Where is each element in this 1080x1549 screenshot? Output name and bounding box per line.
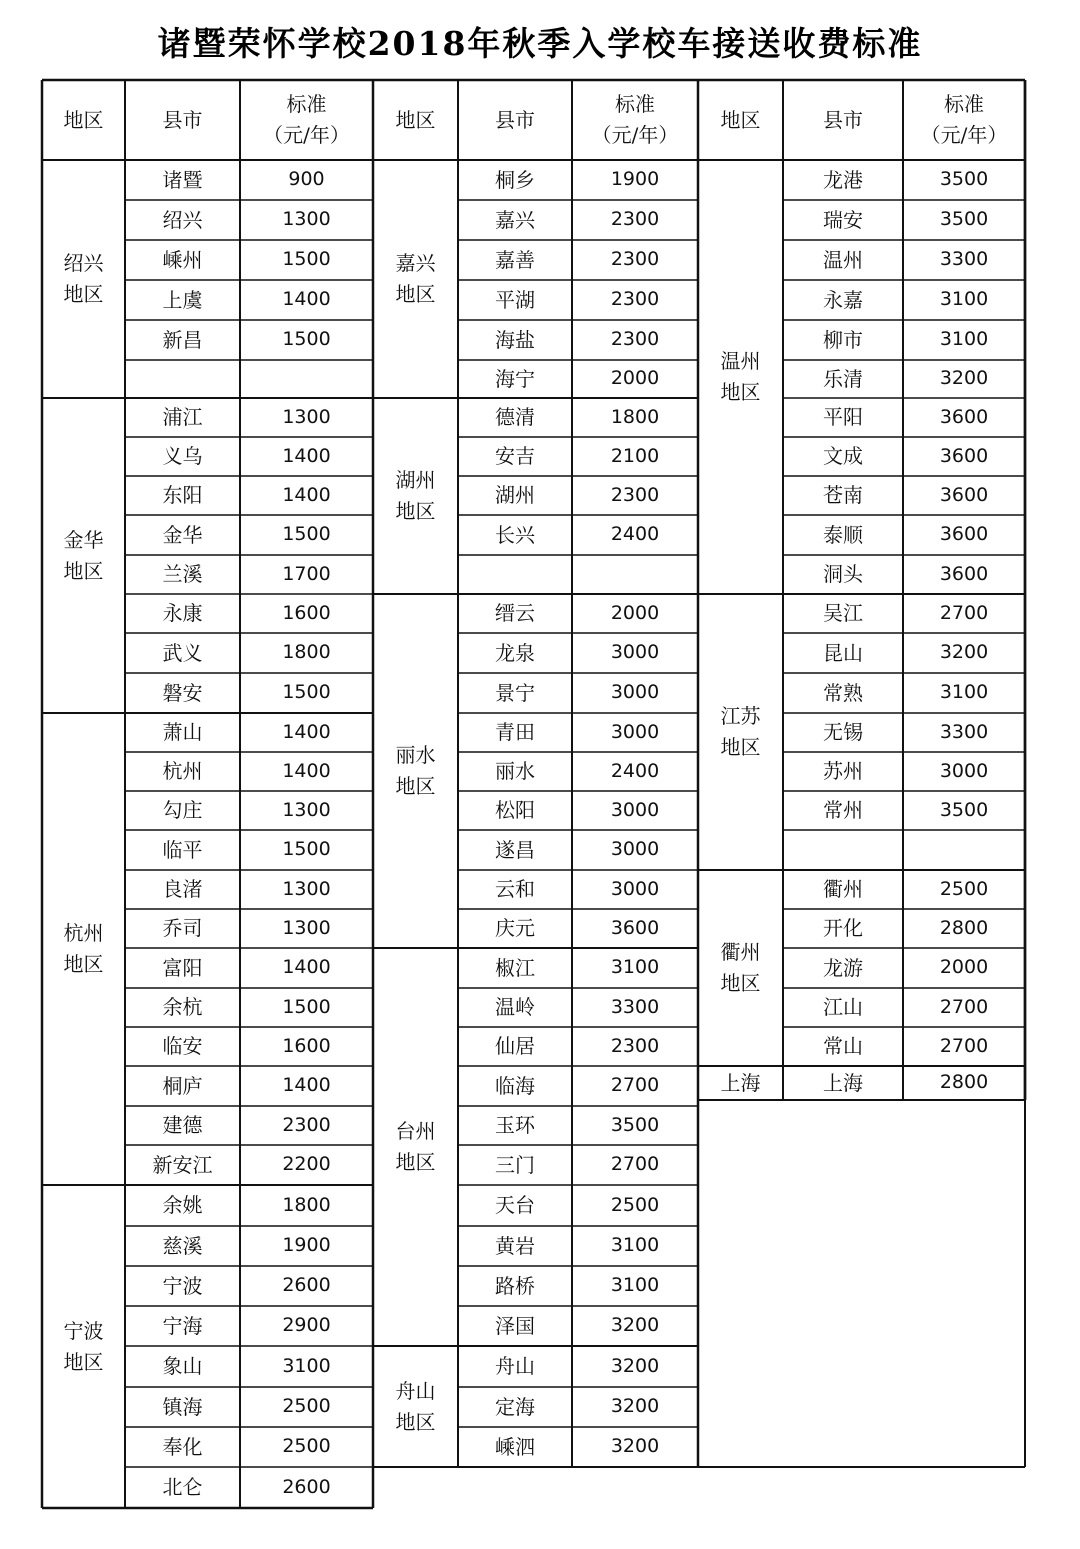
county-cell: 余杭 — [162, 995, 203, 1019]
county-cell — [458, 555, 572, 594]
fee-cell: 1500 — [282, 248, 331, 271]
county-cell: 庆元 — [495, 916, 535, 940]
county-cell: 余姚 — [162, 1193, 203, 1217]
header-county: 县市 — [162, 107, 203, 132]
fee-cell: 1300 — [282, 877, 331, 900]
fee-cell: 1500 — [282, 838, 331, 861]
fee-cell: 3600 — [939, 562, 989, 585]
fee-cell: 1400 — [282, 483, 331, 506]
fee-cell: 1700 — [282, 562, 331, 585]
county-cell: 镇海 — [162, 1394, 203, 1419]
fee-cell: 1400 — [282, 1074, 331, 1097]
fee-cell: 1500 — [282, 328, 331, 351]
county-cell: 临安 — [162, 1034, 203, 1058]
county-cell: 永嘉 — [823, 287, 863, 312]
fee-cell: 3500 — [939, 168, 989, 191]
county-cell: 江山 — [823, 995, 863, 1019]
fee-cell: 2500 — [282, 1435, 331, 1458]
county-cell: 永康 — [162, 601, 203, 625]
fee-cell: 1300 — [282, 405, 331, 428]
county-cell: 建德 — [162, 1113, 203, 1137]
county-cell: 义乌 — [162, 444, 203, 468]
fee-cell: 1400 — [282, 288, 331, 311]
county-cell: 文成 — [823, 444, 863, 468]
county-cell: 嵊州 — [162, 247, 203, 272]
region-cell: 江苏 地区 — [720, 704, 761, 759]
county-cell: 三门 — [495, 1152, 535, 1177]
fee-cell — [240, 360, 373, 398]
fee-cell: 2700 — [610, 1153, 660, 1176]
county-cell: 嘉善 — [495, 247, 535, 272]
fee-cell: 3500 — [939, 208, 989, 231]
county-cell: 松阳 — [495, 798, 535, 822]
county-cell: 缙云 — [495, 601, 535, 625]
fee-cell: 3200 — [939, 367, 989, 390]
county-cell: 绍兴 — [162, 207, 203, 232]
fee-cell: 3600 — [610, 916, 660, 939]
fee-cell: 3600 — [939, 483, 989, 506]
fee-cell: 2200 — [282, 1153, 331, 1176]
region-cell: 嘉兴 地区 — [395, 251, 436, 306]
county-cell: 桐乡 — [495, 167, 535, 192]
fee-cell: 900 — [288, 168, 325, 191]
fee-cell: 1300 — [282, 916, 331, 939]
county-cell: 遂昌 — [495, 837, 535, 862]
fee-cell: 2000 — [939, 956, 989, 979]
region-cell: 台州 地区 — [395, 1119, 436, 1174]
county-cell: 宁波 — [162, 1273, 203, 1298]
county-cell: 苏州 — [823, 759, 863, 783]
fee-cell: 1800 — [610, 405, 660, 428]
county-cell: 萧山 — [162, 720, 203, 744]
county-cell: 上海 — [823, 1070, 863, 1095]
county-cell: 杭州 — [162, 759, 203, 783]
fee-cell: 3000 — [610, 877, 660, 900]
county-cell: 洞头 — [823, 562, 863, 586]
header-region: 地区 — [63, 107, 104, 132]
fee-cell: 2000 — [610, 367, 660, 390]
fee-cell: 3000 — [610, 798, 660, 821]
county-cell: 昆山 — [823, 640, 863, 665]
county-cell: 海盐 — [495, 327, 535, 352]
county-cell: 武义 — [162, 640, 203, 665]
fee-cell: 2500 — [282, 1395, 331, 1418]
fee-cell: 3000 — [610, 681, 660, 704]
header-fee: 标准 （元/年） — [920, 92, 1008, 147]
county-cell: 瑞安 — [823, 207, 863, 232]
fee-cell: 3200 — [610, 1395, 660, 1418]
region-cell: 湖州 地区 — [395, 468, 436, 523]
fee-cell: 3000 — [939, 759, 989, 782]
county-cell: 桐庐 — [162, 1073, 203, 1098]
county-cell: 奉化 — [162, 1434, 203, 1459]
county-cell: 金华 — [162, 522, 203, 547]
county-cell: 无锡 — [823, 720, 863, 744]
fee-cell: 1800 — [282, 641, 331, 664]
fee-cell: 3200 — [610, 1314, 660, 1337]
county-cell: 宁海 — [162, 1313, 203, 1338]
county-cell: 云和 — [495, 877, 535, 901]
fee-cell: 2300 — [610, 208, 660, 231]
region-cell: 丽水 地区 — [395, 743, 436, 798]
county-cell: 青田 — [495, 720, 535, 744]
county-cell: 勾庄 — [162, 798, 203, 822]
county-cell: 长兴 — [495, 522, 535, 547]
fee-cell: 3100 — [610, 956, 660, 979]
county-cell: 临海 — [495, 1073, 535, 1098]
county-cell: 椒江 — [495, 955, 535, 980]
fee-cell: 3000 — [610, 720, 660, 743]
fee-cell: 1900 — [610, 168, 660, 191]
region-cell: 温州 地区 — [720, 349, 761, 404]
fee-cell: 2300 — [610, 483, 660, 506]
county-cell: 玉环 — [495, 1113, 535, 1137]
county-cell: 仙居 — [495, 1034, 535, 1058]
county-cell: 嘉兴 — [495, 207, 535, 232]
fee-cell: 1600 — [282, 601, 331, 624]
fee-cell: 1300 — [282, 798, 331, 821]
county-cell: 苍南 — [823, 483, 863, 507]
fee-cell: 2400 — [610, 523, 660, 546]
county-cell: 乐清 — [823, 366, 863, 391]
county-cell: 海宁 — [495, 366, 535, 391]
county-cell: 龙游 — [823, 955, 863, 980]
county-cell: 开化 — [823, 916, 863, 940]
fee-cell — [572, 555, 698, 594]
fee-cell: 2700 — [939, 1034, 989, 1057]
fee-cell: 2500 — [610, 1193, 660, 1216]
fee-cell: 3100 — [939, 288, 989, 311]
fee-cell: 3200 — [610, 1354, 660, 1377]
county-cell: 富阳 — [162, 955, 203, 980]
county-cell: 临平 — [162, 837, 203, 862]
fee-cell: 1900 — [282, 1234, 331, 1257]
region-cell: 杭州 地区 — [63, 921, 104, 976]
county-cell: 湖州 — [495, 483, 535, 507]
county-cell: 平湖 — [495, 287, 535, 312]
fee-cell: 2300 — [610, 248, 660, 271]
county-cell: 温州 — [823, 247, 863, 272]
fee-cell: 3200 — [610, 1435, 660, 1458]
fee-cell: 3300 — [939, 248, 989, 271]
header-county: 县市 — [495, 107, 535, 132]
fee-cell: 3600 — [939, 405, 989, 428]
header-region: 地区 — [395, 107, 436, 132]
fee-cell: 3000 — [610, 641, 660, 664]
county-cell: 新昌 — [162, 327, 203, 352]
county-cell: 龙泉 — [495, 640, 535, 665]
fee-cell: 2000 — [610, 601, 660, 624]
fee-cell: 2800 — [939, 1071, 989, 1094]
fee-cell: 3200 — [939, 641, 989, 664]
county-cell: 泰顺 — [823, 522, 863, 547]
fee-cell: 2100 — [610, 444, 660, 467]
fee-cell: 1300 — [282, 208, 331, 231]
fee-cell: 2300 — [610, 288, 660, 311]
header-fee: 标准 （元/年） — [263, 92, 350, 147]
fee-cell: 1400 — [282, 759, 331, 782]
county-cell: 常州 — [823, 798, 863, 822]
county-cell: 天台 — [495, 1193, 535, 1217]
county-cell: 吴江 — [823, 601, 863, 625]
county-cell: 良渚 — [162, 877, 203, 901]
header-county: 县市 — [823, 107, 863, 132]
fee-cell: 3000 — [610, 838, 660, 861]
county-cell: 象山 — [162, 1354, 203, 1378]
fee-cell: 3100 — [939, 681, 989, 704]
fee-cell: 3500 — [939, 798, 989, 821]
county-cell: 安吉 — [495, 444, 535, 468]
header-fee: 标准 （元/年） — [591, 92, 679, 147]
fee-cell: 3600 — [939, 523, 989, 546]
county-cell: 慈溪 — [162, 1233, 203, 1258]
fee-cell: 2300 — [610, 328, 660, 351]
county-cell: 兰溪 — [162, 562, 203, 586]
page-title: 诸暨荣怀学校2018年秋季入学校车接送收费标准 — [157, 24, 923, 63]
region-cell: 舟山 地区 — [395, 1378, 436, 1434]
fee-cell: 1400 — [282, 720, 331, 743]
county-cell: 龙港 — [823, 167, 863, 192]
county-cell: 定海 — [495, 1394, 535, 1419]
fee-cell: 1600 — [282, 1034, 331, 1057]
fee-cell: 3100 — [282, 1354, 331, 1377]
county-cell: 常山 — [823, 1034, 863, 1058]
county-cell — [783, 830, 903, 870]
fee-cell: 3300 — [610, 995, 660, 1018]
county-cell: 浦江 — [162, 405, 203, 429]
header-region: 地区 — [720, 107, 761, 132]
region-cell: 绍兴 地区 — [63, 251, 104, 306]
fee-cell: 1500 — [282, 523, 331, 546]
fee-cell: 3100 — [939, 328, 989, 351]
fee-cell: 1400 — [282, 956, 331, 979]
county-cell: 北仑 — [162, 1475, 203, 1499]
county-cell: 温岭 — [495, 995, 535, 1019]
fee-cell: 2400 — [610, 759, 660, 782]
county-cell: 磐安 — [162, 680, 203, 705]
county-cell: 上虞 — [162, 287, 203, 312]
county-cell: 德清 — [495, 405, 535, 429]
fee-cell: 2700 — [939, 601, 989, 624]
fee-cell: 1400 — [282, 444, 331, 467]
county-cell: 新安江 — [152, 1152, 213, 1177]
fee-cell: 2800 — [939, 916, 989, 939]
county-cell: 黄岩 — [495, 1233, 535, 1258]
fee-cell: 2900 — [282, 1314, 331, 1337]
fee-cell: 2300 — [282, 1113, 331, 1136]
county-cell: 柳市 — [823, 327, 863, 352]
county-cell: 舟山 — [495, 1354, 535, 1378]
county-cell: 景宁 — [495, 680, 535, 705]
fee-cell — [903, 830, 1025, 870]
county-cell: 常熟 — [823, 680, 863, 705]
fee-cell: 3600 — [939, 444, 989, 467]
fee-cell: 2300 — [610, 1034, 660, 1057]
fee-cell: 3300 — [939, 720, 989, 743]
region-cell: 金华 地区 — [63, 527, 104, 583]
fee-cell: 2600 — [282, 1274, 331, 1297]
fee-cell: 2700 — [610, 1074, 660, 1097]
county-cell: 乔司 — [162, 916, 203, 940]
fee-cell: 2500 — [939, 877, 989, 900]
county-cell: 嵊泗 — [495, 1434, 535, 1459]
region-cell: 衢州 地区 — [720, 940, 761, 995]
fee-cell: 2600 — [282, 1475, 331, 1498]
fee-cell: 2700 — [939, 995, 989, 1018]
region-cell: 宁波 地区 — [63, 1318, 104, 1374]
fee-cell: 1500 — [282, 995, 331, 1018]
county-cell: 路桥 — [495, 1273, 535, 1298]
fee-cell: 1800 — [282, 1193, 331, 1216]
county-cell: 衢州 — [823, 877, 863, 901]
county-cell: 泽国 — [495, 1313, 535, 1338]
fee-cell: 3100 — [610, 1274, 660, 1297]
fee-cell: 1500 — [282, 681, 331, 704]
county-cell: 丽水 — [495, 759, 535, 783]
fee-cell: 3500 — [610, 1113, 660, 1136]
county-cell — [125, 360, 240, 398]
region-cell: 上海 — [720, 1070, 761, 1095]
county-cell: 诸暨 — [162, 167, 203, 192]
county-cell: 东阳 — [162, 483, 203, 507]
county-cell: 平阳 — [823, 405, 863, 429]
fee-cell: 3100 — [610, 1234, 660, 1257]
